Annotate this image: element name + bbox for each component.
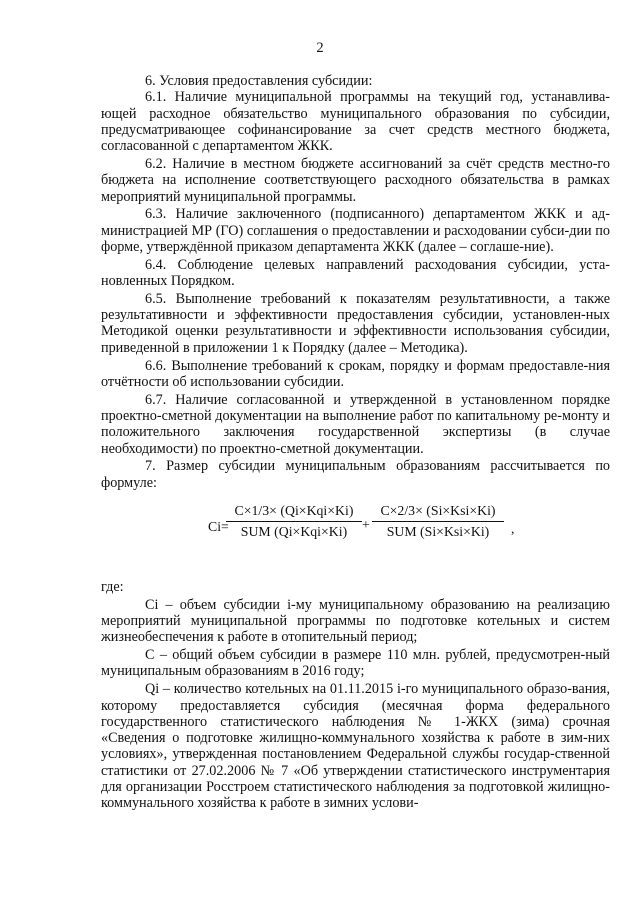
definition-c: C – общий объем субсидии в размере 110 млн. рублей, предусмотрен-ный муниципальным образованиям в 2016 году;	[101, 647, 610, 680]
fraction-1-denominator: SUM (Qi×Kqi×Ki)	[240, 524, 348, 540]
formula-fraction-2	[372, 503, 504, 541]
page-number: 2	[316, 40, 324, 56]
clause-6-7: 6.7. Наличие согласованной и утвержденной в установленном порядке проектно-сметной документации на выполнение работ по капитальному ре-монту и положительного заключения государственной экспертизы (в случае необходимости) по проектно-сметной документации.	[101, 391, 610, 457]
clause-6-1: 6.1. Наличие муниципальной программы на текущий год, устанавлива-ющей расходное обязательство муниципального образования по субсидии, предусматривающее софинансирование за счет средств местного бюджета, согласованной с департаментом ЖКК.	[101, 89, 610, 155]
formula-fraction-1	[226, 503, 362, 541]
fraction-1-numerator: C×1/3× (Qi×Kqi×Ki)	[226, 503, 362, 522]
subsidy-formula	[101, 503, 610, 561]
document-body	[101, 73, 610, 812]
clause-6-5: 6.5. Выполнение требований к показателям результативности, а также результативности и эффективности предоставления субсидии, установлен-ных Методикой оценки результативности и эффективности использования субсидии, приведенной в приложении 1 к Порядку (далее – Методика).	[101, 290, 610, 356]
clause-6-3: 6.3. Наличие заключенного (подписанного) департаментом ЖКК и ад-министрацией МР (ГО) соглашения о предоставлении и расходовании субси-дии по форме, утверждённой приказом департамента ЖКК (далее – соглаше-ние).	[101, 206, 610, 255]
clause-6-6: 6.6. Выполнение требований к срокам, порядку и формам предоставле-ния отчётности об использовании субсидии.	[101, 357, 610, 390]
section-6-heading: 6. Условия предоставления субсидии:	[145, 73, 373, 89]
formula-plus: +	[362, 516, 370, 532]
definition-qi: Qi – количество котельных на 01.11.2015 i-го муниципального образо-вания, которому предоставляется субсидия (месячная форма федерального государственного статистического наблюдения № 1-ЖКХ (зима) срочная «Сведения о подготовке жилищно-коммунального хозяйства к работе в зим-них условиях», утвержденная постановлением Федеральной службы государ-ственной статистики от 27.02.2006 № 7 «Об утверждении статистического инструментария для организации Росстроем статистического наблюдения за подготовкой жилищно-коммунального хозяйства к работе в зимних услови-	[101, 681, 610, 812]
formula-comma: ,	[511, 520, 515, 536]
clause-6-4: 6.4. Соблюдение целевых направлений расходования субсидии, уста-новленных Порядком.	[101, 256, 610, 290]
fraction-2-numerator: C×2/3× (Si×Ksi×Ki)	[372, 503, 504, 522]
where-label: где:	[101, 578, 124, 595]
clause-7: 7. Размер субсидии муниципальным образованиям рассчитывается по формуле:	[101, 458, 610, 491]
clause-6-2: 6.2. Наличие в местном бюджете ассигнований за счёт средств местно-го бюджета на исполнение соответствующего расходного обязательства в рамках мероприятий муниципальной программы.	[101, 155, 610, 205]
formula-lhs: Ci=	[208, 518, 229, 534]
definition-ci: Ci – объем субсидии i-му муниципальному образованию на реализацию мероприятий муниципальной программы по подготовке котельных и систем жизнеобеспечения к работе в отопительный период;	[101, 596, 610, 646]
fraction-2-denominator: SUM (Si×Ksi×Ki)	[386, 524, 490, 540]
